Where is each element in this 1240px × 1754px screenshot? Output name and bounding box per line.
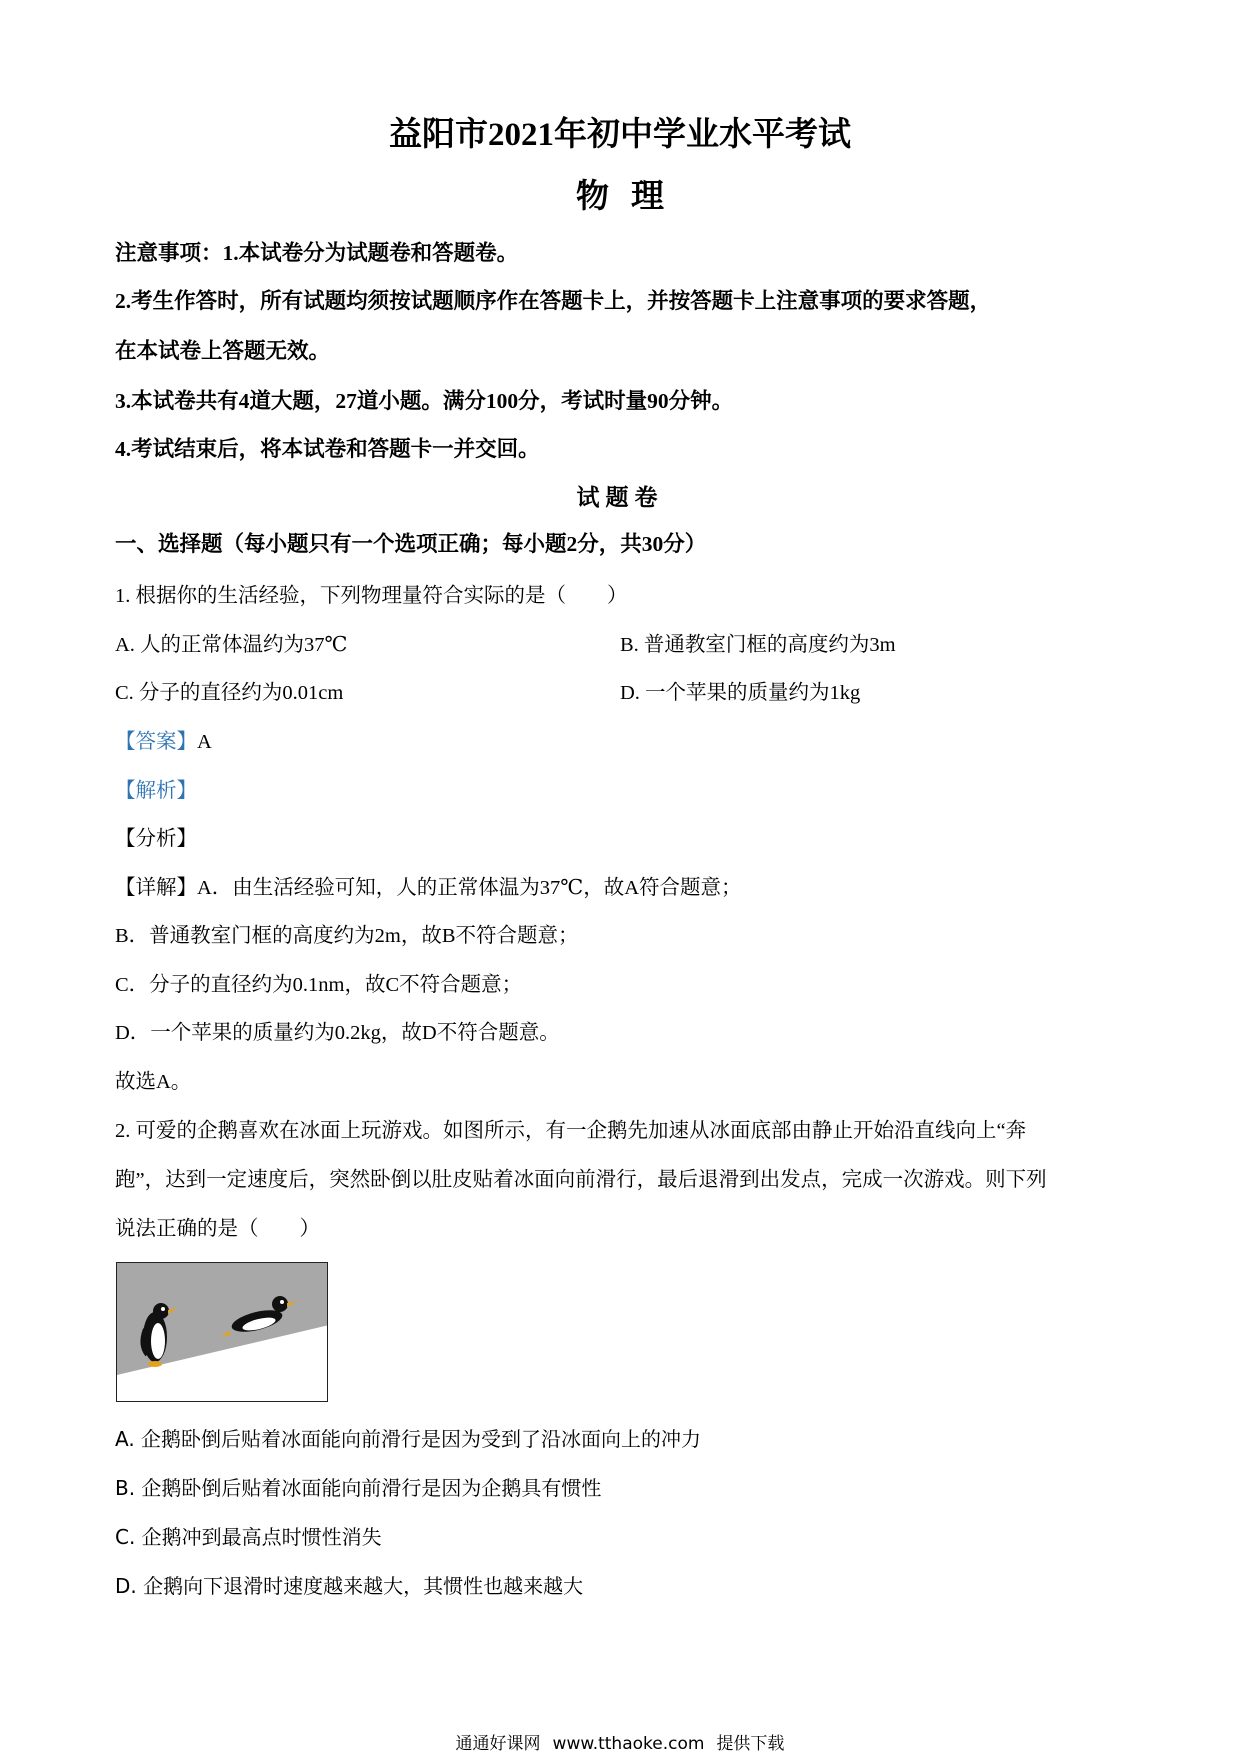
q1-option-b: B. 普通教室门框的高度约为3m [620, 634, 896, 656]
answer-value: A [197, 731, 212, 753]
analysis-tag: 【分析】 [115, 828, 197, 850]
part-heading: 一、选择题（每小题只有一个选项正确；每小题2分，共30分） [115, 532, 707, 556]
note-line: 4.考试结束后，将本试卷和答题卡一并交回。 [115, 437, 540, 461]
q1-option-d: D. 一个苹果的质量约为1kg [620, 682, 861, 704]
page-footer [0, 1729, 1240, 1754]
footer-site: 通通好课网 [455, 1734, 541, 1754]
note-line: 在本试卷上答题无效。 [115, 339, 331, 363]
footer-suffix: 提供下载 [716, 1734, 785, 1754]
answer-tag: 【答案】 [115, 731, 197, 753]
section-title: 试题卷 [576, 485, 664, 510]
question-2-stem: 2. 可爱的企鹅喜欢在冰面上玩游戏。如图所示，有一企鹅先加速从冰面底部由静止开始沿直线向上“奔 [115, 1120, 1027, 1142]
question-2-stem: 跑”，达到一定速度后，突然卧倒以肚皮贴着冰面向前滑行，最后退滑到出发点，完成一次游戏。则下列 [115, 1169, 1047, 1191]
footer-url[interactable]: www.tthaoke.com [552, 1734, 705, 1754]
exam-title: 益阳市2021年初中学业水平考试 [389, 117, 851, 153]
explain-tag: 【解析】 [115, 780, 197, 802]
note-line: 3.本试卷共有4道大题，27道小题。满分100分，考试时量90分钟。 [115, 389, 734, 413]
detail-line: B．普通教室门框的高度约为2m，故B不符合题意； [115, 925, 579, 947]
question-2-stem: 说法正确的是（ ） [115, 1218, 320, 1240]
q1-option-a: A. 人的正常体温约为37℃ [115, 634, 348, 656]
q2-option-a: A. 企鹅卧倒后贴着冰面能向前滑行是因为受到了沿冰面向上的冲力 [115, 1427, 702, 1451]
subject-title: 物理 [576, 179, 686, 215]
penguin-figure [116, 1262, 328, 1402]
q1-option-c: C. 分子的直径约为0.01cm [115, 682, 344, 704]
q2-option-c: C. 企鹅冲到最高点时惯性消失 [115, 1525, 382, 1549]
detail-line: 故选A。 [115, 1071, 192, 1093]
detail-line: 【详解】A．由生活经验可知，人的正常体温为37℃，故A符合题意； [115, 877, 742, 899]
question-1-stem: 1. 根据你的生活经验，下列物理量符合实际的是（ ） [115, 585, 628, 607]
q2-option-b: B. 企鹅卧倒后贴着冰面能向前滑行是因为企鹅具有惯性 [115, 1476, 602, 1500]
detail-line: D．一个苹果的质量约为0.2kg，故D不符合题意。 [115, 1022, 560, 1044]
q2-option-d: D. 企鹅向下退滑时速度越来越大，其惯性也越来越大 [115, 1574, 584, 1598]
answer-line [115, 724, 212, 754]
note-line: 注意事项：1.本试卷分为试题卷和答题卷。 [115, 241, 519, 265]
detail-line: C．分子的直径约为0.1nm，故C不符合题意； [115, 974, 523, 996]
note-line: 2.考生作答时，所有试题均须按试题顺序作在答题卡上，并按答题卡上注意事项的要求答题， [115, 289, 992, 313]
penguin-illustration [117, 1263, 328, 1402]
